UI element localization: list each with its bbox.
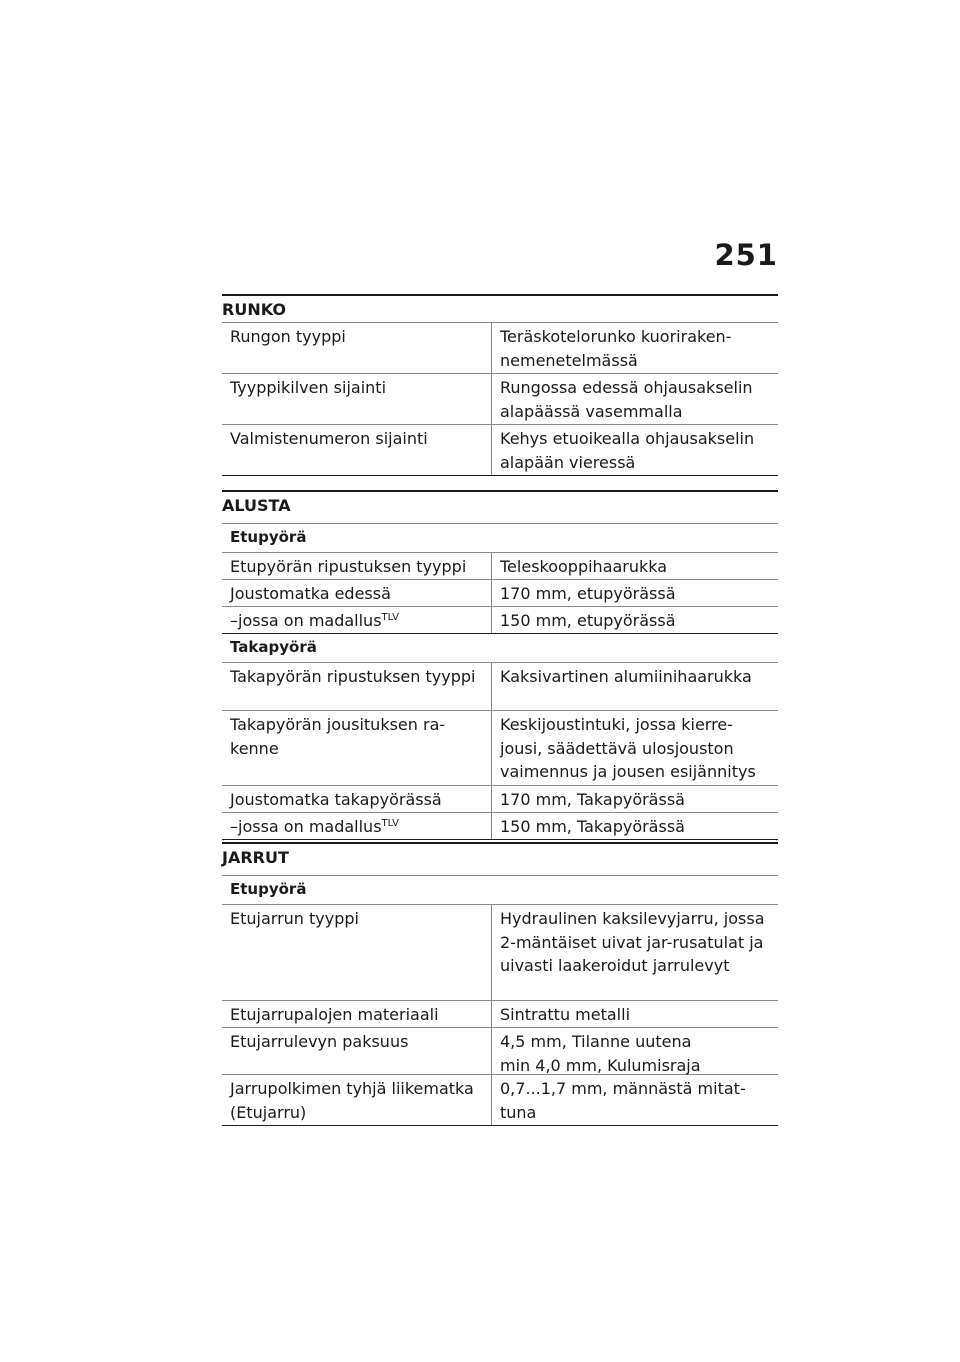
row-label: Takapyörän ripustuksen tyyppi bbox=[222, 663, 492, 710]
row-label: Etupyörän ripustuksen tyyppi bbox=[222, 553, 492, 579]
row-value: Teleskooppihaarukka bbox=[500, 557, 668, 576]
tlv-superscript: TLV bbox=[381, 818, 399, 829]
section-title: ALUSTA bbox=[222, 490, 778, 523]
row-label: Takapyörän jousituksen ra-kenne bbox=[222, 711, 492, 785]
row-value: Teräskotelorunko kuoriraken-nemenetelmässä bbox=[500, 327, 732, 370]
row-label-text: –jossa on madallus bbox=[230, 817, 382, 836]
table-bottom-rule bbox=[222, 1125, 778, 1126]
row-label: Tyyppikilven sijainti bbox=[222, 374, 492, 424]
row-value: 150 mm, etupyörässä bbox=[500, 611, 676, 630]
row-value: 170 mm, Takapyörässä bbox=[500, 790, 685, 809]
row-value bbox=[492, 1028, 778, 1074]
row-value: Kaksivartinen alumiinihaarukka bbox=[500, 667, 752, 686]
row-label: Etujarrun tyyppi bbox=[222, 905, 492, 1000]
row-label: Etujarrulevyn paksuus bbox=[222, 1028, 492, 1074]
row-label-text: –jossa on madallus bbox=[230, 611, 382, 630]
section-title: JARRUT bbox=[222, 842, 778, 875]
row-value: Sintrattu metalli bbox=[500, 1005, 631, 1024]
table-row bbox=[222, 552, 778, 579]
table-row bbox=[222, 1000, 778, 1027]
table-row bbox=[222, 1027, 778, 1074]
row-label: Rungon tyyppi bbox=[222, 323, 492, 373]
section-runko bbox=[222, 294, 778, 476]
row-label: Valmistenumeron sijainti bbox=[222, 425, 492, 475]
row-label: Jarrupolkimen tyhjä liikematka (Etujarru) bbox=[222, 1075, 492, 1125]
table-row bbox=[222, 579, 778, 606]
table-row bbox=[222, 785, 778, 812]
subheading-rear-wheel: Takapyörä bbox=[222, 633, 778, 662]
row-label bbox=[222, 607, 492, 633]
section-alusta bbox=[222, 490, 778, 840]
row-value: Hydraulinen kaksilevyjarru, jossa 2-mäntäiset uivat jar-rusatulat ja uivasti laakeroidut jarrulevyt bbox=[500, 909, 765, 975]
table-row bbox=[222, 424, 778, 475]
row-value: Keskijoustintuki, jossa kierre-jousi, säädettävä ulosjouston vaimennus ja jousen esijännitys bbox=[500, 715, 756, 781]
table-row bbox=[222, 662, 778, 710]
row-value: 150 mm, Takapyörässä bbox=[500, 817, 685, 836]
value-line: 4,5 mm, Tilanne uutena bbox=[500, 1032, 692, 1051]
row-value: 170 mm, etupyörässä bbox=[500, 584, 676, 603]
row-label: Etujarrupalojen materiaali bbox=[222, 1001, 492, 1027]
table-bottom-rule bbox=[222, 839, 778, 840]
section-jarrut bbox=[222, 842, 778, 1126]
page-number: 251 bbox=[714, 238, 778, 272]
table-row bbox=[222, 904, 778, 1000]
subheading-front-wheel: Etupyörä bbox=[222, 523, 778, 552]
row-value: 0,7...1,7 mm, männästä mitat-tuna bbox=[500, 1079, 746, 1122]
table-row bbox=[222, 1074, 778, 1125]
table-row bbox=[222, 373, 778, 424]
table-row bbox=[222, 322, 778, 373]
section-title: RUNKO bbox=[222, 294, 778, 322]
table-bottom-rule bbox=[222, 475, 778, 476]
table-row bbox=[222, 606, 778, 633]
row-label: Joustomatka takapyörässä bbox=[222, 786, 492, 812]
table-row bbox=[222, 812, 778, 839]
row-value: Kehys etuoikealla ohjausakselin alapään vieressä bbox=[500, 429, 755, 472]
value-line: min 4,0 mm, Kulumisraja bbox=[500, 1055, 701, 1075]
row-value: Rungossa edessä ohjausakselin alapäässä vasemmalla bbox=[500, 378, 753, 421]
subheading-front-wheel: Etupyörä bbox=[222, 875, 778, 904]
tlv-superscript: TLV bbox=[381, 612, 399, 623]
row-label: Joustomatka edessä bbox=[222, 580, 492, 606]
table-row bbox=[222, 710, 778, 785]
row-label bbox=[222, 813, 492, 839]
